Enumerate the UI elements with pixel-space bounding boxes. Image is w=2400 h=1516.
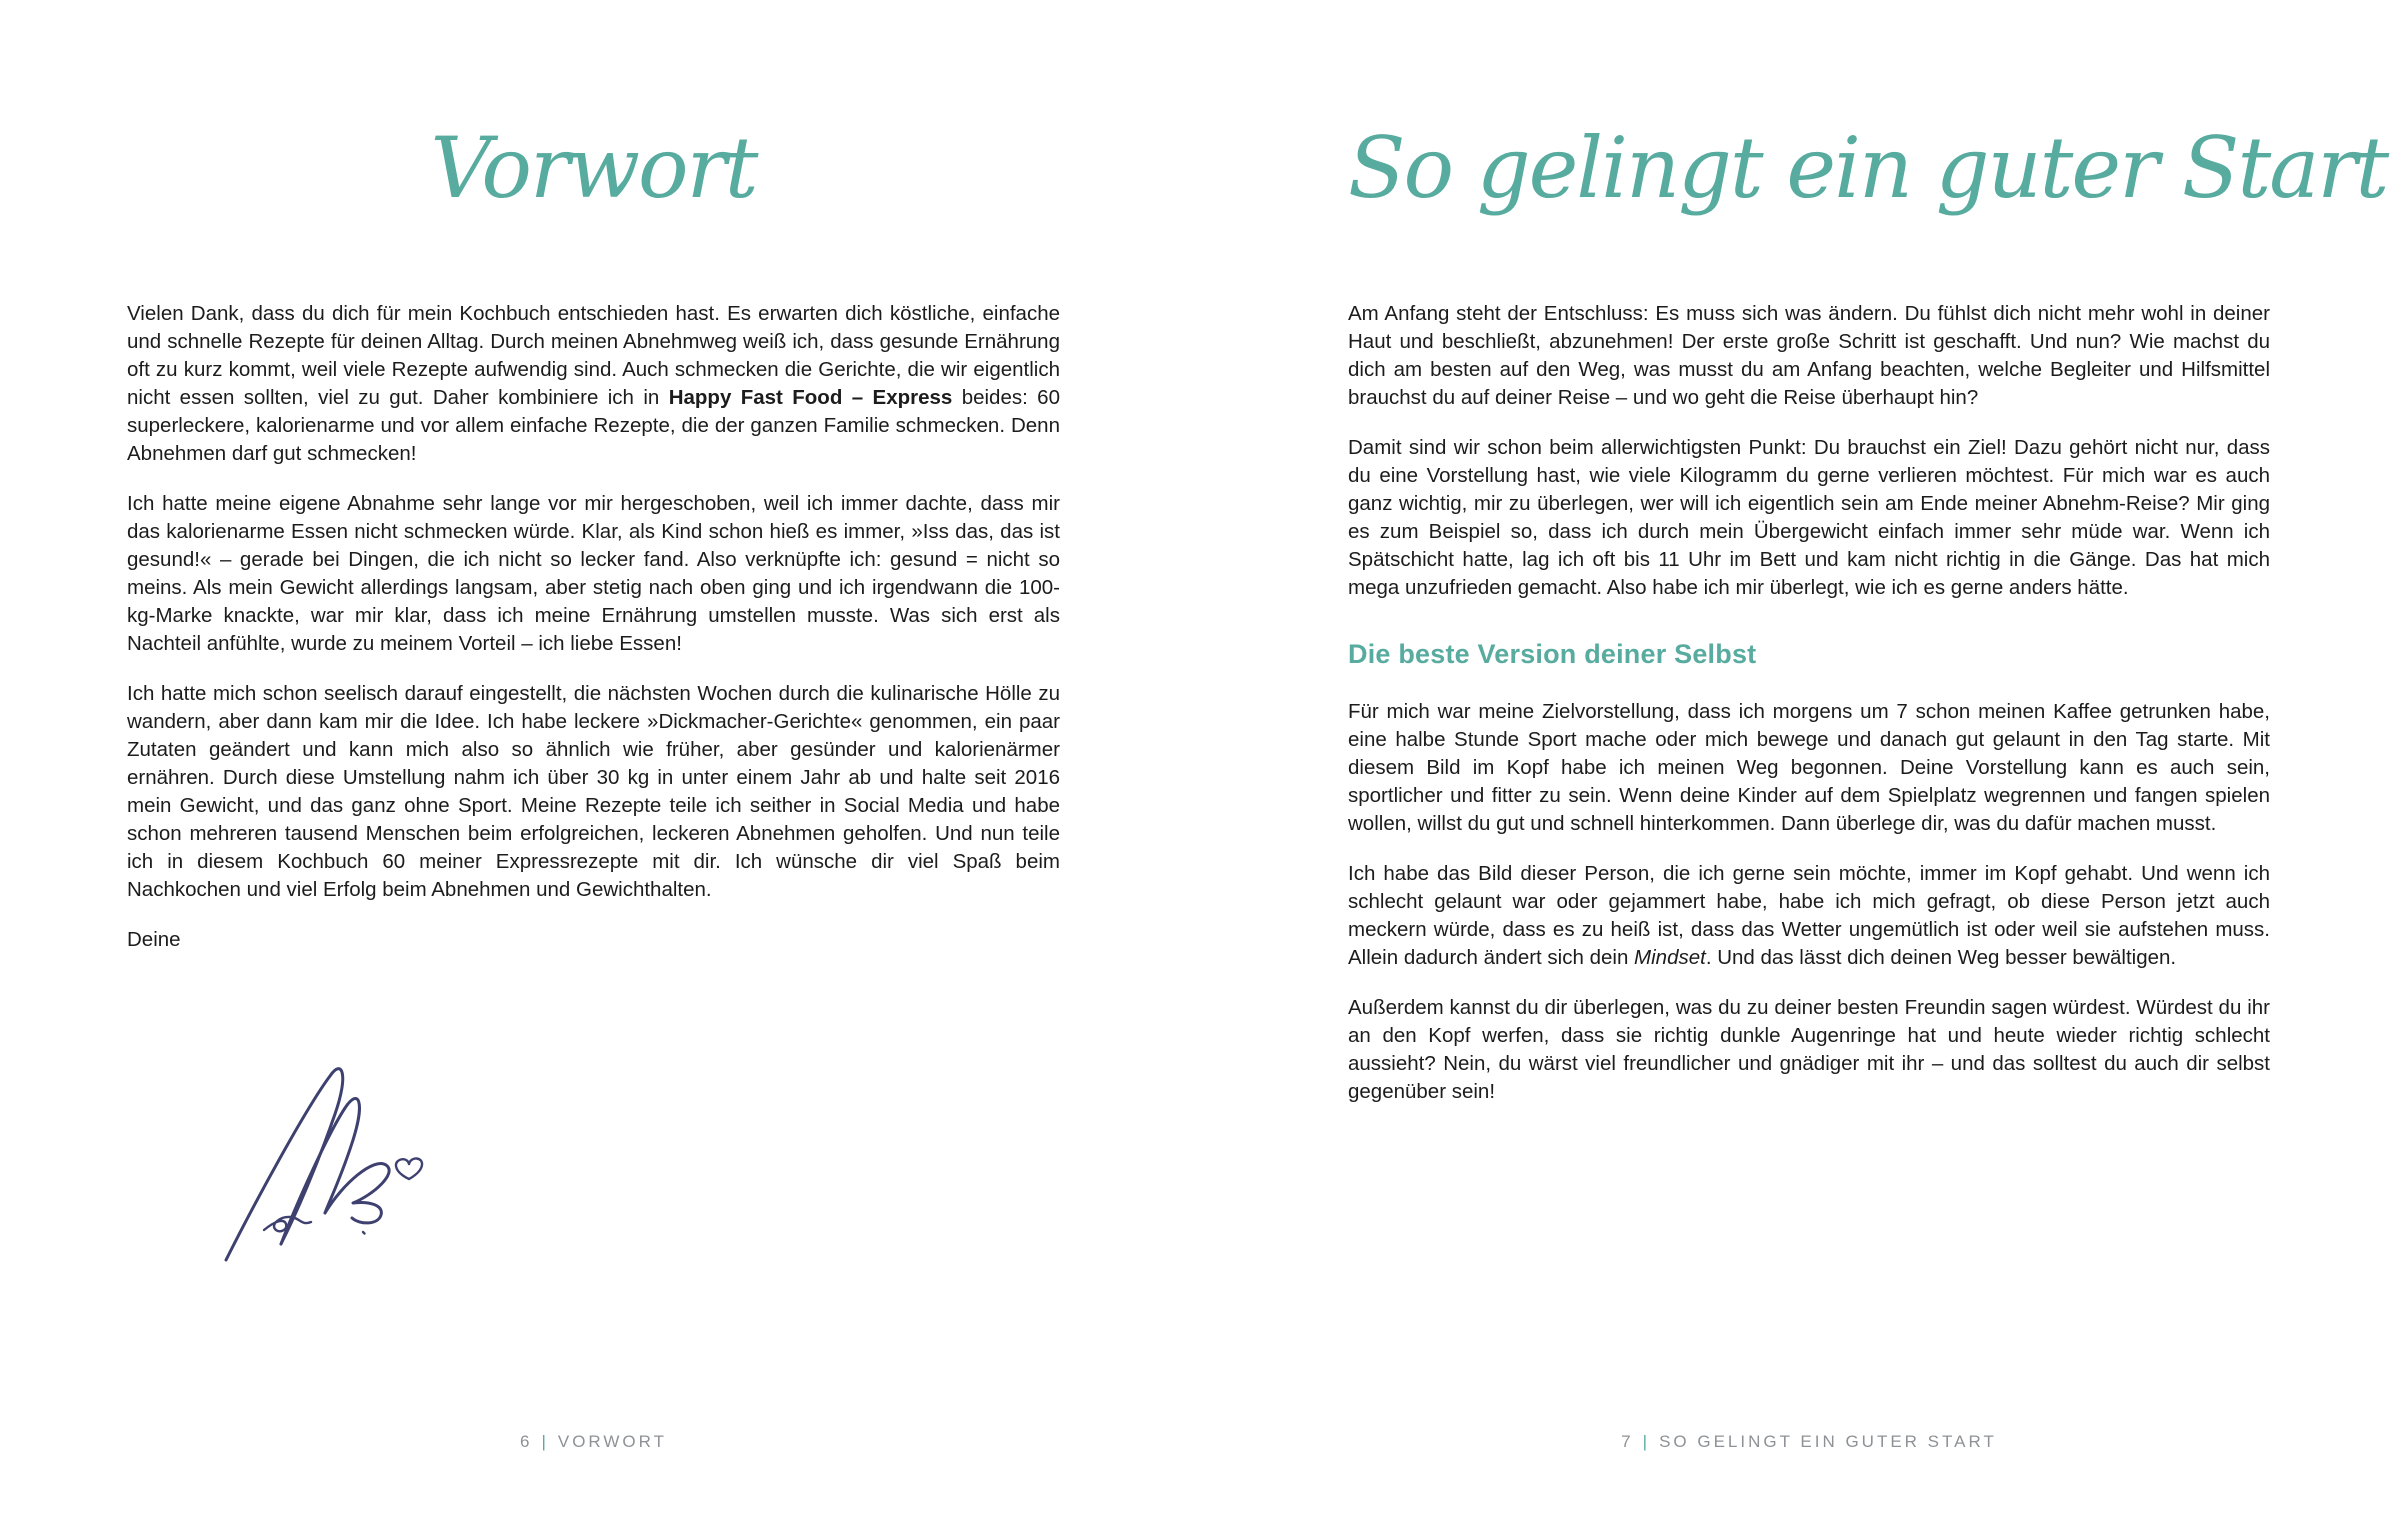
paragraph [1348, 300, 2270, 412]
paragraph-text: Ich hatte meine eigene Abnahme sehr lange vor mir hergeschoben, weil ich immer dachte, dass mir das kalorienarme Essen nicht schmecken würde. Klar, als Kind schon hieß es immer, »Iss das, das ist gesund!« – gerade bei Dingen, die ich nicht so lecker fand. Also verknüpfte ich: gesund = nicht so meins. Als mein Gewicht allerdings langsam, aber stetig nach oben ging und ich irgendwann die 100-kg-Marke knackte, war mir klar, dass ich meine Ernährung umstellen musste. Was sich erst als Nachteil anfühlte, wurde zu meinem Vorteil – ich liebe Essen! [127, 492, 1060, 655]
left-page-title: Vorwort [430, 119, 757, 218]
paragraph [127, 490, 1060, 658]
paragraph-text: Am Anfang steht der Entschluss: Es muss sich was ändern. Du fühlst dich nicht mehr wohl in deiner Haut und beschließt, abzunehmen! Der erste große Schritt ist geschafft. Und nun? Wie machst du dich am besten auf den Weg, was musst du am Anfang beachten, welche Begleiter und Hilfsmittel brauchst du auf deiner Reise – und wo geht die Reise überhaupt hin? [1348, 302, 2270, 409]
paragraph-text: Vielen Dank, dass du dich für mein Kochbuch entschieden hast. Es erwarten dich köstliche, einfache und schnelle Rezepte für deinen Alltag. Durch meinen Abnehmweg weiß ich, dass gesunde Ernährung oft zu kurz kommt, weil viele Rezepte aufwendig sind. Auch schmecken die Gerichte, die wir eigentlich nicht essen sollten, viel zu gut. Daher kombiniere ich in [127, 302, 1060, 409]
paragraph [1348, 434, 2270, 602]
right-book-page [1348, 0, 2388, 1516]
closing-word [127, 926, 1060, 954]
paragraph-text: Damit sind wir schon beim allerwichtigsten Punkt: Du brauchst ein Ziel! Dazu gehört nicht nur, dass du eine Vorstellung hast, wie viele Kilogramm du gerne verlieren möchtest. Für mich war es auch ganz wichtig, mir zu überlegen, wer will ich eigentlich sein am Ende meiner Abnehm-Reise? Mir ging es zum Beispiel so, dass ich durch mein Übergewicht einfach immer sehr müde war. Wenn ich Spätschicht hatte, lag ich oft bis 11 Uhr im Bett und kam nicht richtig in die Gänge. Das hat mich mega unzufrieden gemacht. Also habe ich mir überlegt, wie ich es gerne anders hätte. [1348, 436, 2270, 599]
paragraph-text: Außerdem kannst du dir überlegen, was du zu deiner besten Freundin sagen würdest. Würdest du ihr an den Kopf werfen, dass sie richtig dunkle Augenringe hat und heute wieder richtig schlecht aussieht? Nein, du wärst viel freundlicher und gnädiger mit ihr – und das solltest du auch dir selbst gegenüber sein! [1348, 996, 2270, 1103]
closing-text: Deine [127, 928, 181, 951]
paragraph [127, 300, 1060, 468]
paragraph-text: Für mich war meine Zielvorstellung, dass ich morgens um 7 schon meinen Kaffee getrunken habe, eine halbe Stunde Sport mache oder mich bewege und danach gut gelaunt in den Tag starte. Mit diesem Bild im Kopf habe ich meinen Weg begonnen. Deine Vorstellung kann es auch sein, sportlicher und fitter zu sein. Wenn deine Kinder auf dem Spielplatz wegrennen und fangen spielen wollen, willst du gut und schnell hinterkommen. Dann überlege dir, was du dafür machen musst. [1348, 700, 2270, 835]
section-subheading: Die beste Version deiner Selbst [1348, 639, 1757, 669]
footer-separator: | [1642, 1432, 1651, 1451]
paragraph-text: Ich hatte mich schon seelisch darauf eingestellt, die nächsten Wochen durch die kulinarische Hölle zu wandern, aber dann kam mir die Idee. Ich habe leckere »Dickmacher-Gerichte« genommen, ein paar Zutaten geändert und kann mich also so ähnlich wie früher, aber gesünder und kalorienärmer ernähren. Durch diese Umstellung nahm ich über 30 kg in unter einem Jahr ab und halte seit 2016 mein Gewicht, und das ganz ohne Sport. Meine Rezepte teile ich seither in Social Media und habe schon mehreren tausend Menschen beim erfolgreichen, leckeren Abnehmen geholfen. Und nun teile ich in diesem Kochbuch 60 meiner Expressrezepte mit dir. Ich wünsche dir viel Spaß beim Nachkochen und viel Erfolg beim Abnehmen und Gewichthalten. [127, 682, 1060, 901]
paragraph [127, 680, 1060, 904]
paragraph [1348, 698, 2270, 838]
page-number: 7 [1621, 1432, 1634, 1451]
left-page-footer [127, 1432, 1060, 1452]
left-page-body [127, 300, 1060, 954]
paragraph-text: . Und das lässt dich deinen Weg besser bewältigen. [1705, 946, 2177, 969]
footer-separator: | [541, 1432, 549, 1451]
paragraph [1348, 860, 2270, 972]
right-page-body [1348, 300, 2270, 1106]
paragraph-text: beides: 60 superleckere, kalorienarme und vor allem einfache Rezepte, die der ganzen Familie schmecken. Denn Abnehmen darf gut schmecken! [127, 386, 1060, 465]
chapter-label: SO GELINGT EIN GUTER START [1659, 1432, 1997, 1451]
book-title-bold-text: Happy Fast Food – Express [668, 386, 953, 409]
page-number: 6 [519, 1432, 533, 1451]
chapter-label: VORWORT [557, 1432, 668, 1451]
handwritten-signature-icon [212, 1052, 442, 1272]
right-page-title: So gelingt ein guter Start [1348, 119, 2388, 218]
right-page-footer [1348, 1432, 2270, 1452]
mindset-italic-text: Mindset [1634, 946, 1706, 969]
paragraph [1348, 994, 2270, 1106]
paragraph-text: Ich habe das Bild dieser Person, die ich gerne sein möchte, immer im Kopf gehabt. Und wenn ich schlecht gelaunt war oder gejammert habe, habe ich mich gefragt, ob diese Person jetzt auch meckern würde, dass es zu heiß ist, dass das Wetter ungemütlich ist oder weil sie aufstehen muss. Allein dadurch ändert sich dein [1348, 862, 2270, 969]
left-book-page [127, 0, 1060, 1516]
